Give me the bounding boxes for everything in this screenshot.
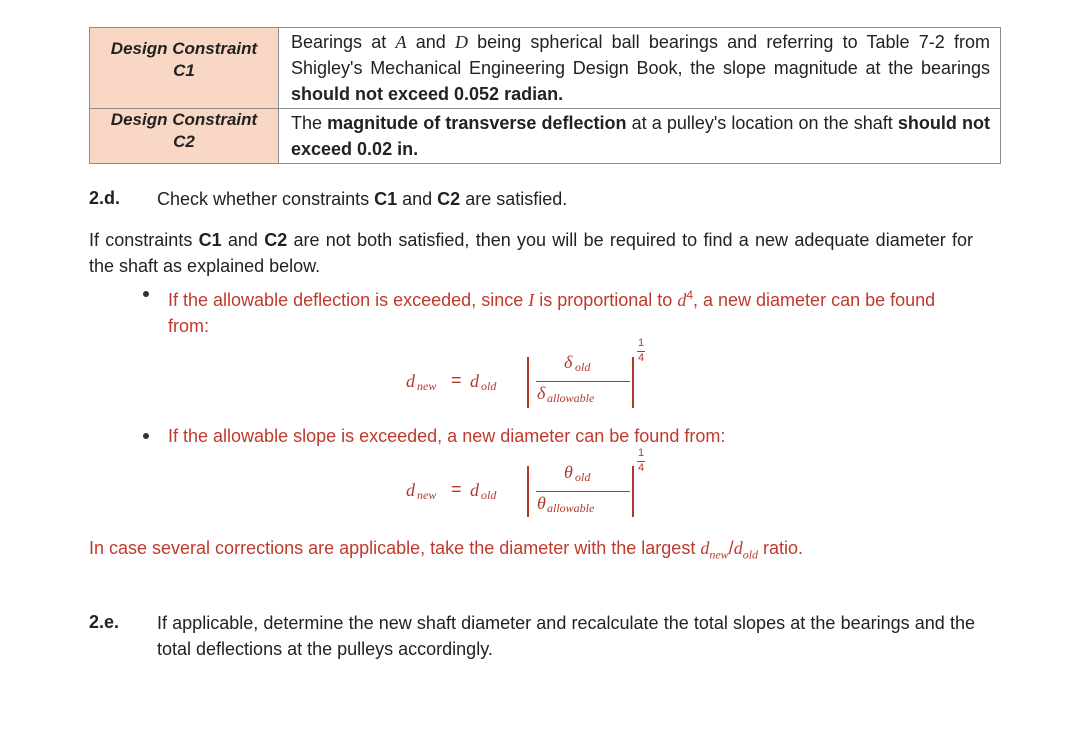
paragraph-correction-note — [89, 535, 989, 568]
item-2e-text: If applicable, determine the new shaft diameter and recalculate the total slopes at the bearings and the total deflections at the pulleys accordingly. — [157, 613, 975, 659]
paragraph-instructions — [89, 227, 973, 279]
text-run: is proportional to — [534, 290, 678, 310]
fraction-bar — [536, 491, 630, 492]
constraint-label-id: C1 — [173, 61, 195, 80]
text-run: / — [728, 538, 734, 558]
text-run: If constraints — [89, 230, 199, 250]
symbol-i: I — [528, 290, 535, 310]
bullet-slope-text: If the allowable slope is exceeded, a new diameter can be found from: — [168, 426, 726, 446]
text-run: are satisfied. — [460, 189, 568, 209]
eq-equals: = — [451, 370, 462, 390]
eq-numerator: δ — [564, 352, 573, 372]
symbol-a: A — [395, 32, 407, 52]
exponent-numerator: 1 — [638, 337, 645, 349]
eq-rhs-sub: old — [481, 488, 497, 502]
eq-lhs-sub: new — [417, 488, 437, 502]
constraint-label-text: Design Constraint — [110, 39, 258, 58]
constraint-ref-c2: C2 — [264, 230, 288, 250]
exponent-denominator: 4 — [638, 462, 645, 474]
text-run: at a pulley's location on the shaft — [626, 113, 898, 133]
constraint-ref-c1: C1 — [198, 230, 222, 250]
eq-rhs-sub: old — [481, 379, 497, 393]
eq-numerator: θ — [564, 462, 573, 482]
text-run: are not both satisfied, then you will be required to find a new adequate diameter for the shaft as explained below. — [89, 230, 973, 276]
eq-denominator: θ — [537, 493, 546, 513]
eq-rhs: d — [470, 371, 479, 391]
eq-rhs: d — [470, 480, 479, 500]
symbol-d: d — [700, 538, 710, 558]
eq-lhs-sub: new — [417, 379, 437, 393]
text-run: In case several corrections are applicable, take the diameter with the largest — [89, 538, 701, 558]
constraint-row-c1 — [90, 28, 1001, 109]
text-run: The — [291, 113, 328, 133]
abs-bar-left — [527, 466, 529, 517]
subscript: new — [709, 547, 729, 562]
text-bold: magnitude of transverse deflection — [327, 113, 627, 133]
text-run: and — [406, 32, 455, 52]
text-run: and — [397, 189, 438, 209]
constraint-ref-c2: C2 — [437, 189, 461, 209]
eq-lhs: d — [406, 371, 415, 391]
text-run: , a new diameter can be found from: — [168, 290, 936, 336]
design-constraints-table — [89, 27, 1001, 164]
text-run: Check whether constraints — [157, 189, 375, 209]
symbol-d: d — [733, 538, 743, 558]
fraction-bar — [536, 381, 630, 382]
text-run: and — [221, 230, 265, 250]
eq-numerator-sub: old — [575, 470, 591, 484]
deflection-limit: should not exceed 0.02 in. — [291, 113, 990, 159]
constraint-label-id: C2 — [173, 132, 195, 151]
constraint-label-c1 — [90, 28, 279, 109]
eq-numerator-sub: old — [575, 360, 591, 374]
bullet-dot — [143, 291, 149, 297]
exponent-denominator: 4 — [638, 352, 645, 364]
text-run: If the allowable deflection is exceeded, since — [168, 290, 529, 310]
eq-denominator-sub: allowable — [547, 501, 595, 515]
eq-equals: = — [451, 479, 462, 499]
exponent: 4 — [686, 288, 693, 302]
constraint-label-c2 — [90, 109, 279, 164]
text-run: ratio. — [758, 538, 804, 558]
constraint-label-text: Design Constraint — [110, 110, 258, 129]
abs-bar-left — [527, 357, 529, 408]
eq-denominator-sub: allowable — [547, 391, 595, 405]
constraint-row-c2 — [90, 109, 1001, 164]
text-run: Bearings at — [291, 32, 396, 52]
slope-limit: should not exceed 0.052 radian. — [291, 84, 564, 104]
eq-denominator: δ — [537, 383, 546, 403]
constraint-ref-c1: C1 — [374, 189, 398, 209]
subscript: old — [742, 547, 759, 562]
eq-lhs: d — [406, 480, 415, 500]
item-2d-number: 2.d. — [89, 188, 121, 208]
abs-bar-right — [632, 466, 634, 517]
item-2d-text — [157, 186, 997, 212]
symbol-d: D — [454, 32, 468, 52]
bullet-deflection-text — [168, 282, 978, 339]
constraint-desc-c2 — [279, 109, 1001, 164]
exponent-numerator: 1 — [638, 447, 645, 459]
text-run: being spherical ball bearings and referring to Table 7-2 from Shigley's Mechanical Engineering Design Book, the slope magnitude at the bearings — [291, 32, 990, 78]
bullet-dot — [143, 433, 149, 439]
item-2e-number: 2.e. — [89, 612, 120, 632]
abs-bar-right — [632, 357, 634, 408]
symbol-d: d — [677, 290, 687, 310]
constraint-desc-c1 — [279, 28, 1001, 109]
